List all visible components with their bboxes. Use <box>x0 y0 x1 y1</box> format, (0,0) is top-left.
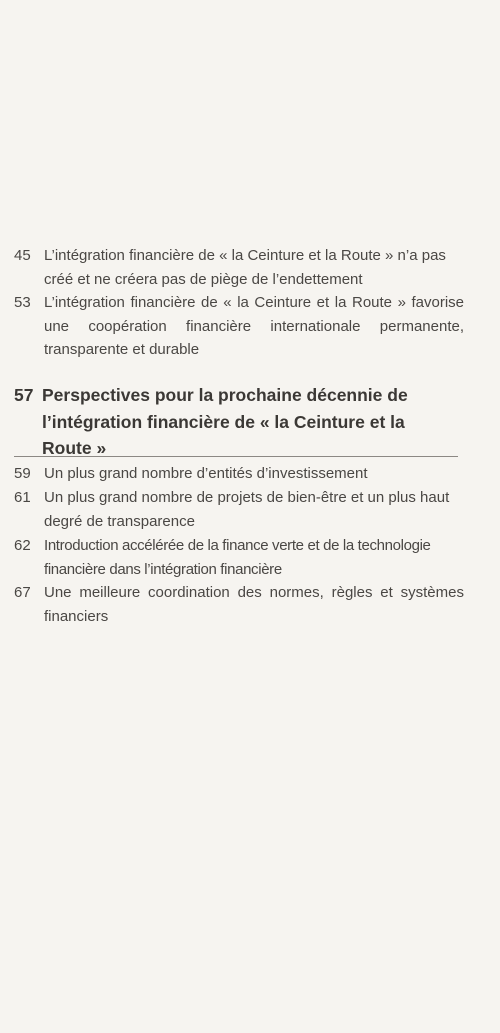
section-heading <box>14 382 454 462</box>
toc-entry <box>14 244 464 291</box>
toc-page-number: 45 <box>14 247 31 264</box>
toc-entry-title: Un plus grand nombre de projets de bien-être et un plus haut degré de transparence <box>44 489 450 530</box>
toc-page-number: 61 <box>14 489 31 506</box>
toc-entry <box>14 581 464 628</box>
toc-page-number: 59 <box>14 465 31 482</box>
toc-page-number: 62 <box>14 537 31 554</box>
section-title: Perspectives pour la prochaine décennie de l’intégration financière de « la Ceinture et la Route » <box>42 385 408 458</box>
toc-entry <box>14 291 464 362</box>
toc-entry <box>14 462 464 486</box>
section-page-number: 57 <box>14 385 34 405</box>
toc-entry <box>14 534 464 581</box>
toc-entry <box>14 486 464 533</box>
toc-entry-title: L’intégration financière de « la Ceinture et la Route » favorise une coopération financière internationale permanente, transparente et durable <box>44 294 464 358</box>
toc-entry-title: L’intégration financière de « la Ceinture et la Route » n’a pas créé et ne créera pas de piège de l’endettement <box>44 247 446 288</box>
section-divider <box>14 456 458 457</box>
toc-page-number: 67 <box>14 584 31 601</box>
toc-entry-title: Introduction accélérée de la finance verte et de la technologie financière dans l’intégration financière <box>44 537 431 578</box>
toc-entry-title: Un plus grand nombre d’entités d’investissement <box>44 465 368 482</box>
toc-page-number: 53 <box>14 294 31 311</box>
toc-entry-title: Une meilleure coordination des normes, règles et systèmes financiers <box>44 584 464 625</box>
